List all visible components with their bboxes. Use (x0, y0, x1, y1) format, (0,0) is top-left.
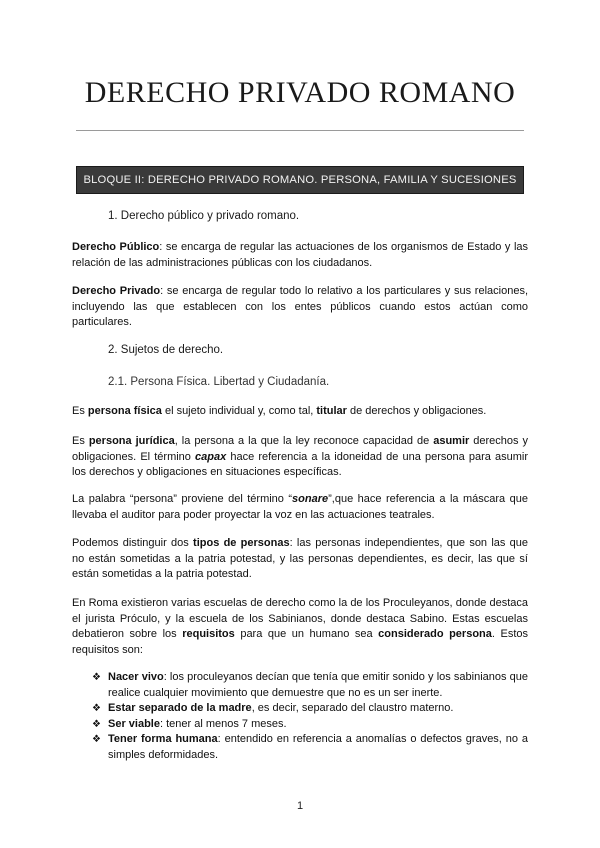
paragraph-escuelas-roma: En Roma existieron varias escuelas de derecho como la de los Proculeyanos, donde destaca el jurista Próculo, y la escuela de los Sabinianos, donde destaca Sabino. Estas escuelas debatieron sobre los requisitos para que un humano sea considerado persona. Estos requisitos son: (72, 597, 529, 656)
list-item: ❖ Estar separado de la madre, es decir, separado del claustro materno. (92, 701, 528, 717)
diamond-bullet-icon: ❖ (92, 672, 101, 683)
term-derecho-privado: Derecho Privado (72, 285, 161, 297)
section-banner: BLOQUE II: DERECHO PRIVADO ROMANO. PERSONA, FAMILIA Y SUCESIONES (76, 166, 524, 194)
subheading-persona-fisica: 2.1. Persona Física. Libertad y Ciudadanía. (108, 376, 330, 388)
list-item: ❖ Nacer vivo: los proculeyanos decían que tenía que emitir sonido y los sabinianos que realice cualquier movimiento que demuestre que no es un ser inerte. (92, 671, 528, 699)
list-item: ❖ Ser viable: tener al menos 7 meses. (92, 717, 528, 733)
title-divider (76, 130, 524, 131)
paragraph-origen-persona: La palabra “persona” proviene del término “sonare”,que hace referencia a la máscara que llevaba el auditor para poder proyectar la voz en las actuaciones teatrales. (72, 493, 528, 521)
paragraph-derecho-publico: Derecho Público: se encarga de regular las actuaciones de los organismos de Estado y las relación de las administraciones públicas con los ciudadanos. (72, 241, 529, 269)
document-title: DERECHO PRIVADO ROMANO (84, 76, 516, 109)
requisitos-list (92, 670, 528, 764)
paragraph-persona-juridica: Es persona jurídica, la persona a la que la ley reconoce capacidad de asumir derechos y obligaciones. El término capax hace referencia a la idoneidad de una persona para asumir los derechos y obligaciones en situaciones específicas. (72, 435, 528, 479)
term-derecho-publico: Derecho Público (72, 241, 160, 253)
diamond-bullet-icon: ❖ (92, 734, 101, 746)
heading-sujetos-derecho: 2. Sujetos de derecho. (108, 344, 224, 356)
list-item: ❖ Tener forma humana: entendido en referencia a anomalías o defectos graves, no a simples deformidades. (92, 733, 528, 761)
heading-derecho-publico-privado: 1. Derecho público y privado romano. (108, 210, 300, 222)
diamond-bullet-icon: ❖ (92, 718, 101, 730)
paragraph-derecho-privado: Derecho Privado: se encarga de regular todo lo relativo a los particulares y sus relaciones, incluyendo las que establecen con los entes públicos cuando estos actúan como particulares. (72, 285, 529, 329)
paragraph-tipos-personas: Podemos distinguir dos tipos de personas: las personas independientes, que son las que no están sometidas a la patria potestad, y las personas dependientes, es decir, las que sí están sometidas a la patria potestad. (72, 537, 528, 581)
page-number: 1 (296, 800, 304, 812)
diamond-bullet-icon: ❖ (92, 703, 101, 715)
paragraph-persona-fisica: Es persona física el sujeto individual y, como tal, titular de derechos y obligaciones. (72, 405, 487, 417)
